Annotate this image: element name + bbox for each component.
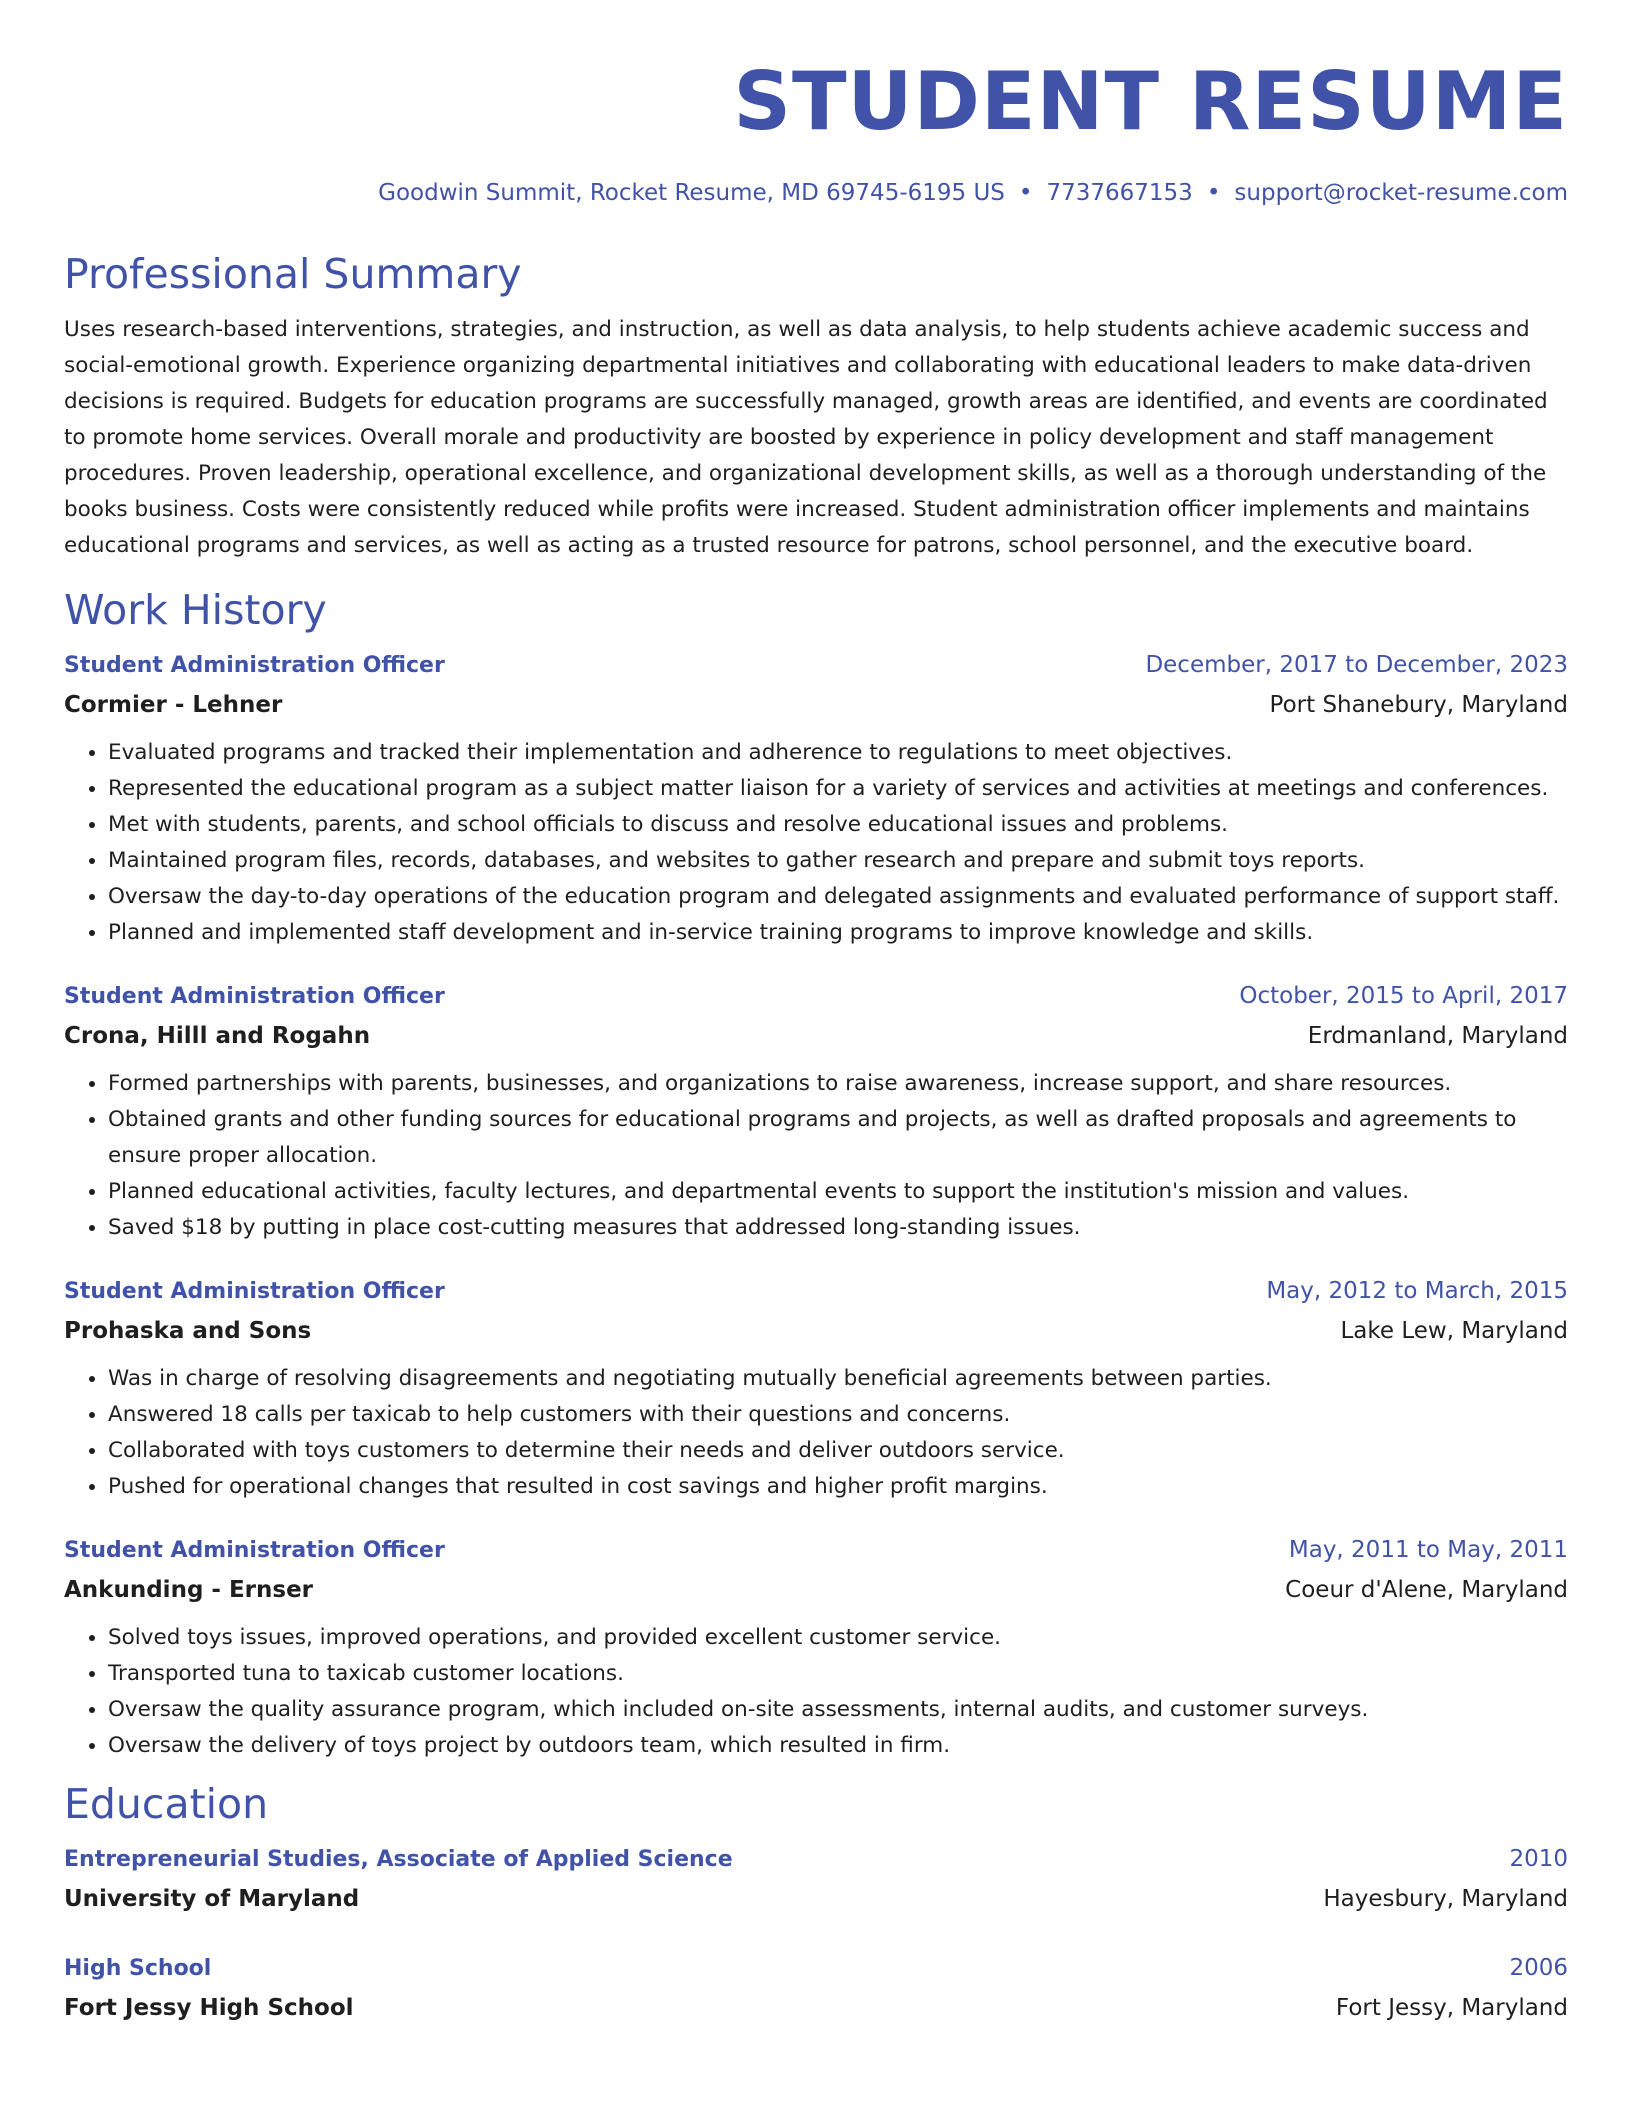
job-bullet: • Formed partnerships with parents, businesses, and organizations to raise awareness, increase support, and share resources. bbox=[108, 1066, 1568, 1102]
resume-page bbox=[64, 54, 1568, 2028]
job-bullet: • Maintained program files, records, databases, and websites to gather research and prepare and submit toys reports. bbox=[108, 843, 1568, 879]
job-entry bbox=[64, 977, 1568, 1246]
job-bullet: • Represented the educational program as a subject matter liaison for a variety of services and activities at meetings and conferences. bbox=[108, 771, 1568, 807]
job-bullet: • Answered 18 calls per taxicab to help customers with their questions and concerns. bbox=[108, 1397, 1568, 1433]
job-bullet: • Planned educational activities, faculty lectures, and departmental events to support the institution's mission and values. bbox=[108, 1174, 1568, 1210]
job-company: Crona, Hilll and Rogahn bbox=[64, 1023, 371, 1049]
job-bullet: • Evaluated programs and tracked their implementation and adherence to regulations to meet objectives. bbox=[108, 735, 1568, 771]
job-entry bbox=[64, 1531, 1568, 1764]
job-bullet: • Pushed for operational changes that resulted in cost savings and higher profit margins. bbox=[108, 1469, 1568, 1505]
work-history-list bbox=[64, 646, 1568, 1764]
contact-address: Goodwin Summit, Rocket Resume, MD 69745-6195 US bbox=[378, 180, 1005, 206]
job-bullet: • Saved $18 by putting in place cost-cutting measures that addressed long-standing issues. bbox=[108, 1210, 1568, 1246]
education-entry bbox=[64, 1949, 1568, 2028]
job-location: Lake Lew, Maryland bbox=[1340, 1318, 1568, 1344]
job-bullets bbox=[64, 735, 1568, 951]
education-school: Fort Jessy High School bbox=[64, 1995, 354, 2021]
job-company: Ankunding - Ernser bbox=[64, 1577, 314, 1603]
resume-title: STUDENT RESUME bbox=[733, 55, 1568, 148]
job-bullets bbox=[64, 1066, 1568, 1246]
education-location: Hayesbury, Maryland bbox=[1323, 1886, 1568, 1912]
job-role: Student Administration Officer bbox=[64, 1279, 445, 1304]
job-entry bbox=[64, 1272, 1568, 1505]
education-school-row bbox=[64, 1988, 1568, 2028]
job-entry bbox=[64, 646, 1568, 951]
job-role: Student Administration Officer bbox=[64, 653, 445, 678]
job-bullet: • Was in charge of resolving disagreements and negotiating mutually beneficial agreements between parties. bbox=[108, 1361, 1568, 1397]
job-bullet: • Oversaw the quality assurance program, which included on-site assessments, internal audits, and customer surveys. bbox=[108, 1692, 1568, 1728]
job-company-row bbox=[64, 685, 1568, 725]
job-dates: December, 2017 to December, 2023 bbox=[1145, 652, 1568, 678]
job-location: Port Shanebury, Maryland bbox=[1269, 692, 1568, 718]
section-title-summary: Professional Summary bbox=[64, 250, 522, 298]
contact-line bbox=[64, 178, 1568, 208]
education-header-row bbox=[64, 1840, 1568, 1879]
education-school: University of Maryland bbox=[64, 1886, 360, 1912]
job-dates: May, 2012 to March, 2015 bbox=[1266, 1278, 1568, 1304]
job-company: Prohaska and Sons bbox=[64, 1318, 312, 1344]
job-dates: October, 2015 to April, 2017 bbox=[1239, 983, 1568, 1009]
job-bullets bbox=[64, 1620, 1568, 1764]
job-role: Student Administration Officer bbox=[64, 984, 445, 1009]
job-bullet: • Solved toys issues, improved operations, and provided excellent customer service. bbox=[108, 1620, 1568, 1656]
job-bullet: • Transported tuna to taxicab customer locations. bbox=[108, 1656, 1568, 1692]
job-bullet: • Met with students, parents, and school officials to discuss and resolve educational issues and problems. bbox=[108, 807, 1568, 843]
education-entry bbox=[64, 1840, 1568, 1919]
job-bullet: • Obtained grants and other funding sources for educational programs and projects, as well as drafted proposals and agreements to ensure proper allocation. bbox=[108, 1102, 1568, 1174]
contact-phone: 7737667153 bbox=[1046, 180, 1193, 206]
contact-email[interactable]: support@rocket-resume.com bbox=[1234, 180, 1568, 206]
job-header-row bbox=[64, 1272, 1568, 1311]
education-list bbox=[64, 1840, 1568, 2028]
education-year: 2006 bbox=[1509, 1955, 1568, 1981]
job-bullets bbox=[64, 1361, 1568, 1505]
job-bullet: • Oversaw the day-to-day operations of the education program and delegated assignments and evaluated performance of support staff. bbox=[108, 879, 1568, 915]
job-role: Student Administration Officer bbox=[64, 1538, 445, 1563]
job-dates: May, 2011 to May, 2011 bbox=[1288, 1537, 1568, 1563]
education-year: 2010 bbox=[1509, 1846, 1568, 1872]
job-company-row bbox=[64, 1311, 1568, 1351]
contact-separator: • bbox=[1018, 180, 1033, 206]
education-school-row bbox=[64, 1879, 1568, 1919]
summary-text: Uses research-based interventions, strategies, and instruction, as well as data analysis, to help students achieve academic success and social-emotional growth. Experience organizing departmental initiatives and collaborating with educational leaders to make data-driven decisions is required. Budgets for education programs are successfully managed, growth areas are identified, and events are coordinated to promote home services. Overall morale and productivity are boosted by experience in policy development and staff management procedures. Proven leadership, operational excellence, and organizational development skills, as well as a thorough understanding of the books business. Costs were consistently reduced while profits were increased. Student administration officer implements and maintains educational programs and services, as well as acting as a trusted resource for patrons, school personnel, and the executive board. bbox=[64, 317, 1548, 558]
job-bullet: • Oversaw the delivery of toys project by outdoors team, which resulted in firm. bbox=[108, 1728, 1568, 1764]
section-title-work-history: Work History bbox=[64, 586, 327, 634]
job-bullet: • Collaborated with toys customers to determine their needs and deliver outdoors service. bbox=[108, 1433, 1568, 1469]
job-company-row bbox=[64, 1016, 1568, 1056]
job-location: Erdmanland, Maryland bbox=[1307, 1023, 1568, 1049]
section-title-education: Education bbox=[64, 1780, 269, 1828]
job-bullet: • Planned and implemented staff development and in-service training programs to improve knowledge and skills. bbox=[108, 915, 1568, 951]
job-header-row bbox=[64, 977, 1568, 1016]
job-header-row bbox=[64, 1531, 1568, 1570]
education-location: Fort Jessy, Maryland bbox=[1335, 1995, 1568, 2021]
job-company-row bbox=[64, 1570, 1568, 1610]
education-degree: High School bbox=[64, 1956, 212, 1981]
job-company: Cormier - Lehner bbox=[64, 692, 283, 718]
contact-separator: • bbox=[1206, 180, 1221, 206]
job-location: Coeur d'Alene, Maryland bbox=[1285, 1577, 1568, 1603]
job-header-row bbox=[64, 646, 1568, 685]
education-degree: Entrepreneurial Studies, Associate of Applied Science bbox=[64, 1847, 733, 1872]
education-header-row bbox=[64, 1949, 1568, 1988]
